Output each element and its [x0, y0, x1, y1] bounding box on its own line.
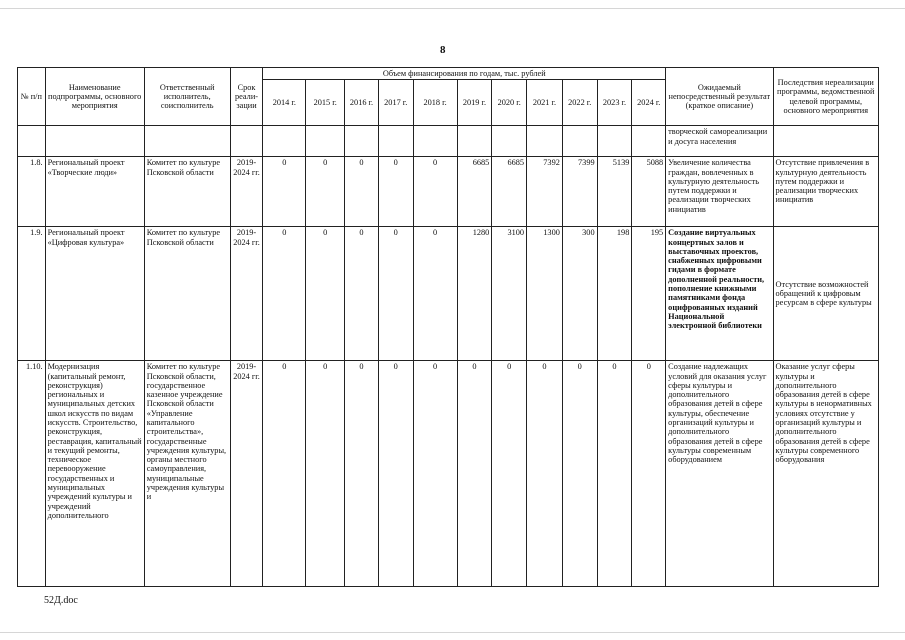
row-value: 7392: [527, 157, 563, 227]
row-consequence: Отсутствие привлечения в культурную деятельность путем поддержки и реализации творческих инициатив: [773, 157, 878, 227]
header-funding: Объем финансирования по годам, тыс. рублей: [263, 68, 666, 80]
responsible-part: государственные учреждения культуры,: [146, 436, 227, 455]
continuation-text: творческой самореализации и досуга населения: [666, 126, 773, 157]
header-year: 2018 г.: [413, 80, 457, 126]
row-value: 0: [345, 227, 379, 361]
header-term: Срок реали-зации: [230, 68, 263, 126]
row-value: 0: [413, 157, 457, 227]
financing-table: [17, 67, 879, 587]
scan-artifact-top: [0, 8, 905, 9]
header-result: Ожидаемый непосредственный результат (краткое описание): [666, 68, 773, 126]
row-result: Увеличение количества граждан, вовлеченных в культурную деятельность путем поддержки и реализации творческих инициатив: [666, 157, 773, 227]
row-value: 3100: [492, 227, 527, 361]
row-value: 6685: [457, 157, 492, 227]
table-row: [18, 361, 879, 587]
responsible-part: государственное казенное учреждение Псковской области «Управление капитального строительства»,: [146, 380, 223, 437]
row-value: 0: [378, 361, 413, 587]
row-value: 0: [632, 361, 666, 587]
row-responsible: [144, 361, 230, 587]
header-year: 2023 г.: [597, 80, 632, 126]
header-year: 2022 г.: [562, 80, 597, 126]
row-value: 0: [306, 157, 345, 227]
row-value: 5139: [597, 157, 632, 227]
responsible-part: Комитет по культуре Псковской области,: [146, 362, 221, 381]
continuation-row: [18, 126, 879, 157]
row-value: 0: [378, 227, 413, 361]
header-year: 2015 г.: [306, 80, 345, 126]
row-value: 0: [345, 361, 379, 587]
header-name: Наименование подпрограммы, основного мероприятия: [45, 68, 144, 126]
row-value: 0: [597, 361, 632, 587]
row-term: 2019-2024 гг.: [230, 361, 263, 587]
header-responsible: Ответственный исполнитель, соисполнитель: [144, 68, 230, 126]
row-value: 0: [263, 227, 306, 361]
row-number: 1.10.: [18, 361, 46, 587]
row-value: 300: [562, 227, 597, 361]
row-value: 198: [597, 227, 632, 361]
row-term: 2019-2024 гг.: [230, 227, 263, 361]
row-value: 195: [632, 227, 666, 361]
row-consequence: Отсутствие возможностей обращений к цифровым ресурсам в сфере культуры: [773, 227, 878, 361]
row-result: Создание виртуальных концертных залов и выставочных проектов, снабженных цифровыми гидами в формате дополненной реальности, пополнение книжными памятниками фонда оцифрованных изданий Национальной электронной библиотеки: [666, 227, 773, 361]
row-value: 1280: [457, 227, 492, 361]
header-row-1: [18, 68, 879, 80]
header-year: 2021 г.: [527, 80, 563, 126]
responsible-part: органы местного самоуправления,: [146, 455, 207, 474]
row-value: 0: [413, 361, 457, 587]
row-responsible: Комитет по культуре Псковской области: [144, 157, 230, 227]
header-year: 2016 г.: [345, 80, 379, 126]
row-value: 0: [492, 361, 527, 587]
row-value: 0: [527, 361, 563, 587]
header-year: 2024 г.: [632, 80, 666, 126]
table-row: [18, 227, 879, 361]
row-value: 0: [306, 361, 345, 587]
row-value: 7399: [562, 157, 597, 227]
header-year: 2014 г.: [263, 80, 306, 126]
row-number: 1.8.: [18, 157, 46, 227]
row-result: Создание надлежащих условий для оказания услуг сферы культуры и дополнительного образования детей в сфере культуры, обеспечение организаций культуры и дополнительного образования детей в сфере культуры современным оборудованием: [666, 361, 773, 587]
row-value: 0: [562, 361, 597, 587]
scan-artifact-bottom: [0, 632, 905, 633]
row-number: 1.9.: [18, 227, 46, 361]
row-name: Региональный проект «Цифровая культура»: [45, 227, 144, 361]
responsible-part: муниципальные учреждения культуры и: [146, 473, 225, 502]
row-value: 0: [306, 227, 345, 361]
row-value: 0: [378, 157, 413, 227]
row-value: 0: [263, 157, 306, 227]
header-consequence: Последствия нереализации программы, ведомственной целевой программы, основного мероприятия: [773, 68, 878, 126]
row-name: Модернизация (капитальный ремонт, реконструкция) региональных и муниципальных детских школ искусств по видам искусств. Строительство, реконструкция, реставрация, капитальный и текущий ремонты, техническое перевооружение государственных и муниципальных учреждений культуры и учреждений дополнительного: [45, 361, 144, 587]
table-row: [18, 157, 879, 227]
header-year: 2017 г.: [378, 80, 413, 126]
row-value: 0: [263, 361, 306, 587]
row-value: 6685: [492, 157, 527, 227]
page-number: 8: [440, 44, 446, 56]
row-consequence: Оказание услуг сферы культуры и дополнительного образования детей в сфере культуры в ненормативных условиях отсутствие у организаций культуры и дополнительного образования детей в сфере культуры современного оборудования: [773, 361, 878, 587]
row-term: 2019-2024 гг.: [230, 157, 263, 227]
row-value: 1300: [527, 227, 563, 361]
footer-filename: 52Д.doc: [44, 595, 78, 606]
header-year: 2019 г.: [457, 80, 492, 126]
header-year: 2020 г.: [492, 80, 527, 126]
row-value: 5088: [632, 157, 666, 227]
row-responsible: Комитет по культуре Псковской области: [144, 227, 230, 361]
row-value: 0: [413, 227, 457, 361]
row-value: 0: [457, 361, 492, 587]
header-num: № п/п: [18, 68, 46, 126]
row-value: 0: [345, 157, 379, 227]
row-name: Региональный проект «Творческие люди»: [45, 157, 144, 227]
